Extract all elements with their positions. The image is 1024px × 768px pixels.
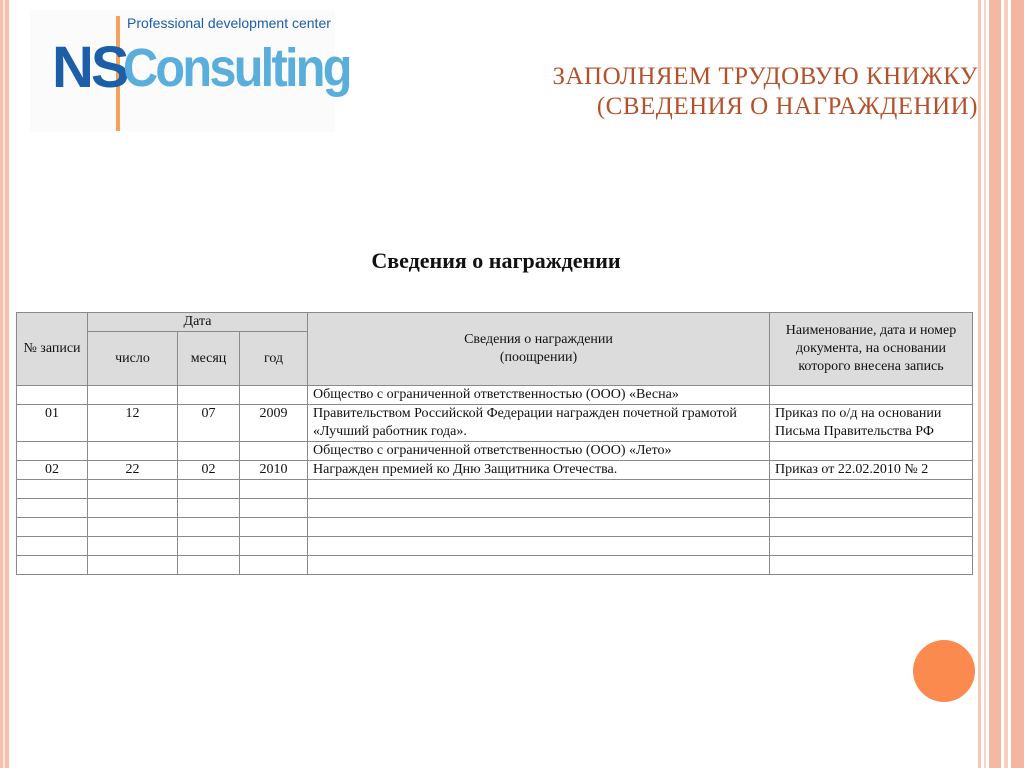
cell-month: [178, 386, 240, 405]
table-row: [17, 461, 973, 480]
cell-year: [240, 386, 308, 405]
cell-day: 22: [88, 461, 178, 480]
cell-month: 02: [178, 461, 240, 480]
cell-record-no: 02: [17, 461, 88, 480]
cell-year: 2009: [240, 405, 308, 442]
cell-document: Приказ от 22.02.2010 № 2: [770, 461, 973, 480]
decorative-orange-circle: [913, 640, 975, 702]
cell-month: [178, 442, 240, 461]
cell-record-no: [17, 442, 88, 461]
slide-title-line1: ЗАПОЛНЯЕМ ТРУДОВУЮ КНИЖКУ: [552, 63, 978, 90]
cell-award-info: Общество с ограниченной ответственностью (ООО) «Весна»: [308, 386, 770, 405]
cell-month: 07: [178, 405, 240, 442]
empty-table-row: [17, 499, 973, 518]
logo-tagline: Professional development center: [127, 15, 331, 31]
table-row: [17, 386, 973, 405]
cell-year: 2010: [240, 461, 308, 480]
left-decorative-border: [0, 0, 9, 768]
right-decorative-stripes: [978, 0, 1024, 768]
header-day: число: [88, 332, 178, 386]
slide-title-line2: (СВЕДЕНИЯ О НАГРАЖДЕНИИ): [596, 93, 978, 120]
cell-day: [88, 386, 178, 405]
awards-table: [16, 312, 973, 575]
cell-document: [770, 386, 973, 405]
logo-brand-ns: NS: [52, 35, 127, 100]
document-heading: Сведения о награждении: [371, 248, 621, 273]
cell-record-no: 01: [17, 405, 88, 442]
cell-award-info: Награжден премией ко Дню Защитника Отечества.: [308, 461, 770, 480]
cell-document: [770, 442, 973, 461]
cell-award-info: Общество с ограниченной ответственностью (ООО) «Лето»: [308, 442, 770, 461]
header-month: месяц: [178, 332, 240, 386]
header-date: Дата: [88, 313, 308, 332]
table-row: [17, 442, 973, 461]
table-row: [17, 405, 973, 442]
cell-day: 12: [88, 405, 178, 442]
empty-table-row: [17, 537, 973, 556]
cell-document: Приказ по о/д на основании Письма Правительства РФ: [770, 405, 973, 442]
header-award-info: Сведения о награждении (поощрении): [308, 313, 770, 386]
cell-day: [88, 442, 178, 461]
cell-award-info: Правительством Российской Федерации награжден почетной грамотой «Лучший работник года».: [308, 405, 770, 442]
slide-title: [378, 62, 978, 122]
ns-consulting-logo: [30, 10, 350, 132]
empty-table-row: [17, 480, 973, 499]
header-document: Наименование, дата и номер документа, на основании которого внесена запись: [770, 313, 973, 386]
logo-brand-consulting: Consulting: [123, 38, 350, 98]
header-record-no: № записи: [17, 313, 88, 386]
cell-year: [240, 442, 308, 461]
cell-record-no: [17, 386, 88, 405]
empty-table-row: [17, 556, 973, 575]
empty-table-row: [17, 518, 973, 537]
header-year: год: [240, 332, 308, 386]
